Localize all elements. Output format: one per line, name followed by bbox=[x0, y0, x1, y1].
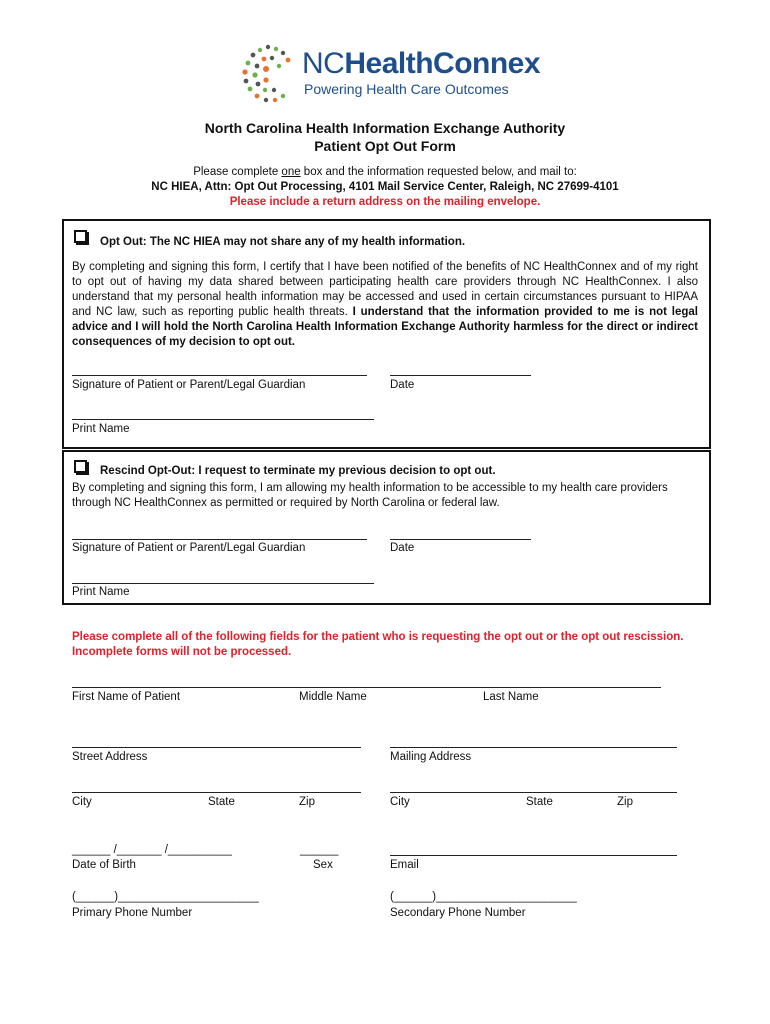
rescind-checkbox[interactable] bbox=[74, 460, 87, 473]
logo-nc: NC bbox=[302, 47, 345, 80]
primary-phone-field[interactable]: (______)______________________ bbox=[72, 891, 259, 903]
rescind-statement: By completing and signing this form, I am allowing my health information to be accessible to my health care providers through NC HealthConnex as permitted or required by North Carolina or federal law. bbox=[72, 482, 668, 509]
logo bbox=[238, 40, 541, 110]
logo-tagline: Powering Health Care Outcomes bbox=[304, 81, 509, 97]
instructions-one: one bbox=[281, 166, 301, 178]
street-state-label: State bbox=[208, 796, 235, 808]
form-title-line2: Patient Opt Out Form bbox=[314, 138, 456, 154]
opt-out-checkbox[interactable] bbox=[74, 230, 87, 243]
rescind-date-label: Date bbox=[390, 542, 415, 554]
primary-phone-label: Primary Phone Number bbox=[72, 907, 193, 919]
opt-out-print-name-line[interactable] bbox=[72, 419, 374, 420]
opt-out-statement-bold: I understand that the information provided to me is not legal advice and I will hold the North Carolina Health Information Exchange Authority harmless for the direct or indirect consequences of my decision to opt out. bbox=[72, 306, 698, 348]
rescind-signature-line[interactable] bbox=[72, 539, 367, 540]
mailing-address: NC HIEA, Attn: Opt Out Processing, 4101 Mail Service Center, Raleigh, NC 27699-4101 bbox=[151, 181, 619, 193]
sex-field[interactable]: ______ bbox=[300, 844, 339, 856]
rescind-print-name-label: Print Name bbox=[72, 586, 130, 598]
mailing-zip-label: Zip bbox=[617, 796, 633, 808]
mailing-address-label: Mailing Address bbox=[390, 751, 472, 763]
rescind-date-line[interactable] bbox=[390, 539, 531, 540]
form-title-line1: North Carolina Health Information Exchange Authority bbox=[204, 120, 566, 136]
patient-fields-notice: Please complete all of the following fields for the patient who is requesting the opt out or the opt out rescission. Incomplete forms will not be processed. bbox=[72, 631, 684, 658]
logo-dots-icon bbox=[238, 42, 300, 106]
street-city-state-zip-line[interactable] bbox=[72, 792, 361, 793]
date-of-birth-label: Date of Birth bbox=[72, 859, 136, 871]
opt-out-statement bbox=[72, 260, 698, 350]
last-name-label: Last Name bbox=[483, 691, 539, 703]
instructions-before: Please complete bbox=[193, 166, 282, 178]
patient-name-line[interactable] bbox=[72, 687, 661, 688]
rescind-signature-label: Signature of Patient or Parent/Legal Guardian bbox=[72, 542, 306, 554]
street-address-line[interactable] bbox=[72, 747, 361, 748]
instructions-after: box and the information requested below, and mail to: bbox=[300, 166, 577, 178]
rescind-heading: Rescind Opt-Out: I request to terminate my previous decision to opt out. bbox=[100, 465, 496, 477]
middle-name-label: Middle Name bbox=[299, 691, 367, 703]
opt-out-signature-line[interactable] bbox=[72, 375, 367, 376]
secondary-phone-label: Secondary Phone Number bbox=[390, 907, 526, 919]
return-address-note: Please include a return address on the mailing envelope. bbox=[229, 196, 541, 208]
email-line[interactable] bbox=[390, 855, 677, 856]
mailing-city-label: City bbox=[390, 796, 410, 808]
logo-healthconnex: HealthConnex bbox=[344, 47, 541, 80]
rescind-print-name-line[interactable] bbox=[72, 583, 374, 584]
opt-out-signature-label: Signature of Patient or Parent/Legal Guardian bbox=[72, 379, 306, 391]
sex-label: Sex bbox=[313, 859, 333, 871]
opt-out-statement-text: By completing and signing this form, I certify that I have been notified of the benefits of NC HealthConnex and of my right to opt out of having my data shared between participating health care providers through NC HealthConnex. I also understand that my personal health information may be accessed and used in certain circumstances pursuant to HIPAA and NC law, such as reporting public health threats. bbox=[72, 261, 698, 318]
mailing-city-state-zip-line[interactable] bbox=[390, 792, 677, 793]
first-name-label: First Name of Patient bbox=[72, 691, 181, 703]
secondary-phone-field[interactable]: (______)______________________ bbox=[390, 891, 577, 903]
date-of-birth-field[interactable]: ______ /_______ /__________ bbox=[72, 844, 232, 856]
street-city-label: City bbox=[72, 796, 92, 808]
mailing-state-label: State bbox=[526, 796, 553, 808]
street-zip-label: Zip bbox=[299, 796, 315, 808]
street-address-label: Street Address bbox=[72, 751, 148, 763]
opt-out-print-name-label: Print Name bbox=[72, 423, 130, 435]
mailing-address-line[interactable] bbox=[390, 747, 677, 748]
opt-out-date-line[interactable] bbox=[390, 375, 531, 376]
email-label: Email bbox=[390, 859, 419, 871]
opt-out-heading: Opt Out: The NC HIEA may not share any of my health information. bbox=[100, 236, 466, 248]
logo-wordmark bbox=[302, 48, 540, 80]
instructions bbox=[0, 166, 770, 178]
opt-out-date-label: Date bbox=[390, 379, 415, 391]
